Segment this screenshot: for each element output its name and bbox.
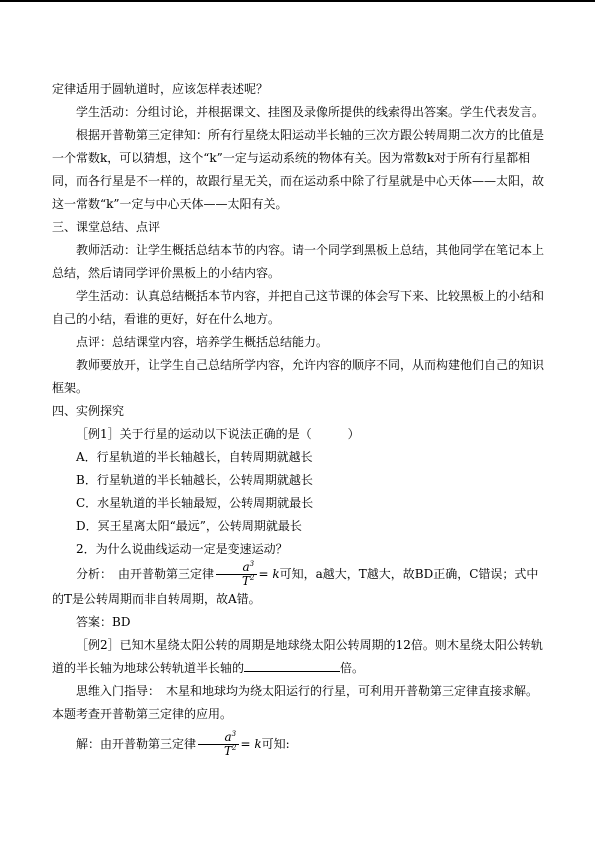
solution-line [52,726,544,762]
example-2-text: ［例2］已知木星绕太阳公转的周期是地球绕太阳公转周期的12倍。则木星绕太阳公转轨道的半长轴为地球公转轨道半长轴的 [52,638,543,675]
analysis-lead: 分析： 由开普勒第三定律 [76,567,215,581]
formula-denominator: T [242,574,251,588]
analysis-paragraph [52,561,544,611]
teacher-activity-paragraph: 教师活动：让学生概括总结本节的内容。请一个同学到黑板上总结，其他同学在笔记本上总结，然后请同学评价黑板上的小结内容。 [52,243,545,280]
option-a: A．行星轨道的半长轴越长，自转周期就越长 [76,450,313,464]
teacher-note-paragraph: 教师要放开，让学生自己总结所学内容，允许内容的顺序不同，从而构建他们自己的知识框架。 [52,358,545,395]
analysis-rest: 可知，a越大，T越大，故BD正确，C错误；式中的T是公转周期而非自转周期，故A错。 [52,567,539,606]
solution-suffix: 可知: [261,737,290,751]
page-top-border [0,0,595,2]
kepler-formula [216,561,256,588]
example-2-suffix: 倍。 [340,661,365,675]
student-activity-paragraph-2: 学生活动：认真总结概括本节内容，并把自己这节课的体会写下来、比较黑板上的小结和自己的小结，看谁的更好，好在什么地方。 [52,289,545,326]
formula-denominator-exponent: 2 [250,574,255,582]
hint-paragraph: 思维入门指导： 木星和地球均为绕太阳运行的行星，可利用开普勒第三定律直接求解。本题考查开普勒第三定律的应用。 [52,684,539,721]
section-heading-summary: 三、课堂总结、点评 [52,220,161,234]
comment-paragraph: 点评：总结课堂内容，培养学生概括总结能力。 [76,335,329,349]
solution-lead: 解：由开普勒第三定律 [76,737,197,751]
student-activity-paragraph: 学生活动：分组讨论，并根据课文、挂图及录像所提供的线索得出答案。学生代表发言。 [76,105,545,119]
formula-numerator-exponent: 3 [249,560,255,568]
option-b: B．行星轨道的半长轴越长，公转周期就越长 [76,473,313,487]
formula-numerator-exponent: 3 [231,730,237,738]
answer-blank[interactable] [244,659,340,672]
formula-rhs: = k [258,567,280,581]
formula-numerator: a [224,730,232,744]
question-2: 2．为什么说曲线运动一定是变速运动？ [76,542,288,556]
section-heading-examples: 四、实例探究 [52,404,125,418]
formula-rhs: = k [240,737,262,751]
document-body [52,78,544,762]
formula-denominator-exponent: 2 [232,744,237,752]
formula-numerator: a [242,560,250,574]
answer-line: 答案：BD [76,615,131,629]
option-d: D．冥王星离太阳“最远”，公转周期就最长 [76,519,302,533]
option-c: C．水星轨道的半长轴最短，公转周期就最长 [76,496,314,510]
kepler-formula-2 [198,731,238,758]
kepler-law-paragraph: 根据开普勒第三定律知：所有行星绕太阳运动半长轴的三次方跟公转周期二次方的比值是一个常数k，可以猜想，这个“k”一定与运动系统的物体有关。因为常数k对于所有行星都相同，而各行星是不一样的，故跟行星无关，而在运动系中除了行星就是中心天体——太阳，故这一常数“k”一定与中心天体——太阳有关。 [52,128,545,211]
formula-denominator: T [224,744,233,758]
text-line: 定律适用于圆轨道时，应该怎样表述呢？ [52,82,269,96]
example-1-question: ［例1］关于行星的运动以下说法正确的是（ ） [76,427,360,441]
example-2-question [52,634,544,680]
